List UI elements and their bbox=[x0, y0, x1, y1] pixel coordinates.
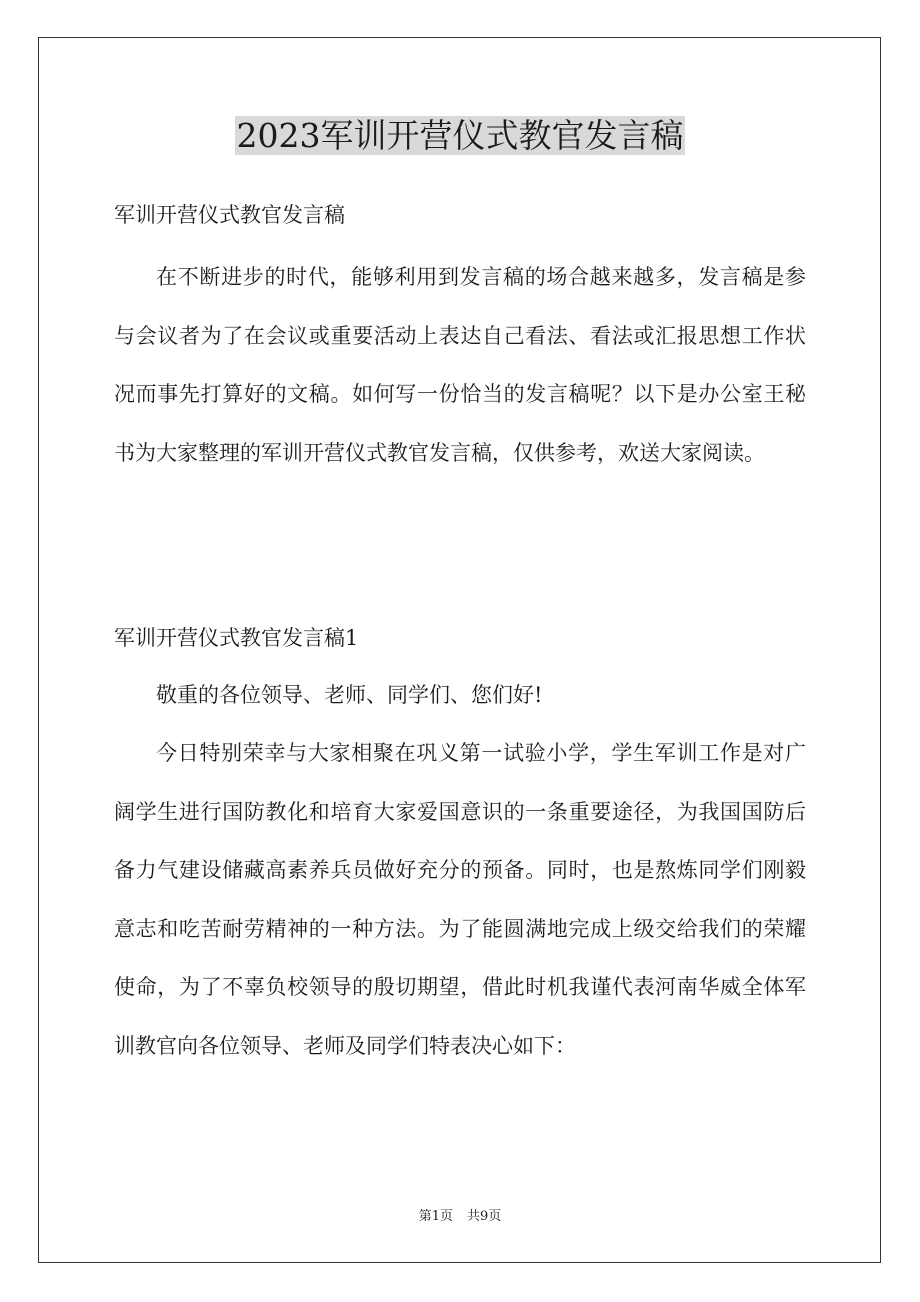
document-subtitle: 军训开营仪式教官发言稿 bbox=[114, 203, 345, 227]
document-title bbox=[0, 112, 920, 160]
page-footer bbox=[0, 1207, 920, 1227]
document-title-text: 2023军训开营仪式教官发言稿 bbox=[236, 116, 684, 155]
page-number: 第1页 bbox=[418, 1209, 453, 1224]
section-heading: 军训开营仪式教官发言稿1 bbox=[114, 626, 359, 650]
page-total: 共9页 bbox=[467, 1209, 502, 1224]
greeting-paragraph: 敬重的各位领导、老师、同学们、您们好! bbox=[156, 683, 543, 707]
intro-paragraph: 在不断进步的时代，能够利用到发言稿的场合越来越多，发言稿是参与会议者为了在会议或重要活动上表达自己看法、看法或汇报思想工作状况而事先打算好的文稿。如何写一份恰当的发言稿呢？以下是办公室王秘书为大家整理的军训开营仪式教官发言稿，仅供参考，欢送大家阅读。 bbox=[114, 265, 806, 465]
body-paragraph: 今日特别荣幸与大家相聚在巩义第一试验小学，学生军训工作是对广阔学生进行国防教化和培育大家爱国意识的一条重要途径，为我国国防后备力气建设储藏高素养兵员做好充分的预备。同时，也是熬炼同学们刚毅意志和吃苦耐劳精神的一种方法。为了能圆满地完成上级交给我们的荣耀使命，为了不辜负校领导的殷切期望，借此时机我谨代表河南华威全体军训教官向各位领导、老师及同学们特表决心如下： bbox=[114, 741, 806, 1058]
